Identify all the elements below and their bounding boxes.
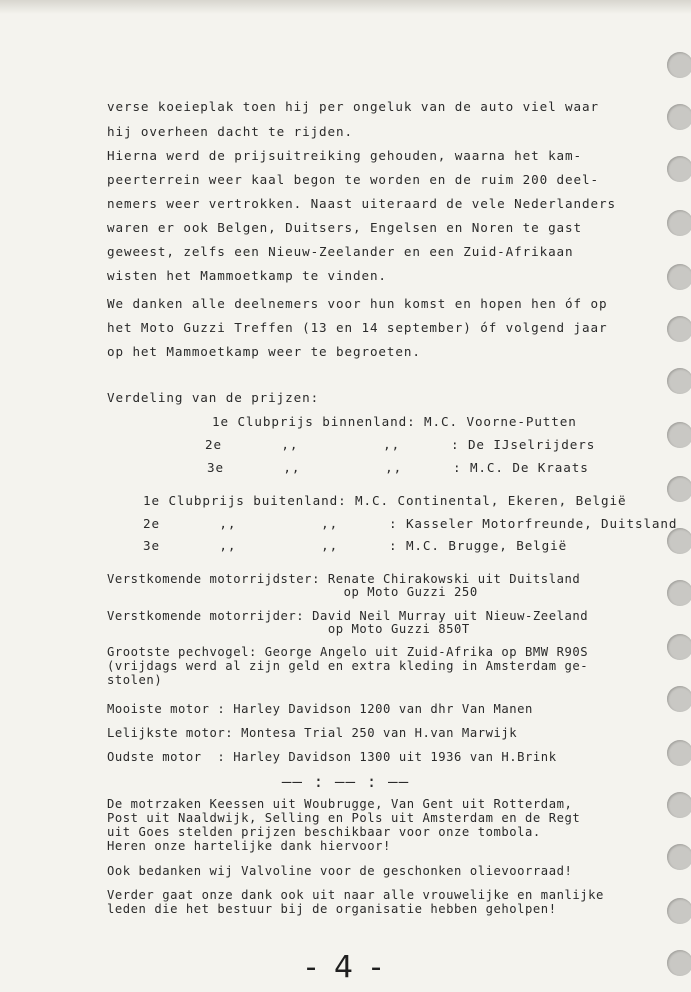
binder-hole [667,844,691,870]
page-number: - 4 - [305,950,386,985]
binder-hole [667,792,691,818]
award-line: Oudste motor : Harley Davidson 1300 uit 1936 van H.Brink [107,750,557,764]
award-line: stolen) [107,673,163,687]
text-line: waren er ook Belgen, Duitsers, Engelsen en Noren te gast [107,220,582,235]
text-line: nemers weer vertrokken. Naast uiteraard de vele Nederlanders [107,196,616,211]
prize-row: 1e Clubprijs buitenland: M.C. Continental, Ekeren, België [143,493,627,508]
prize-row: 1e Clubprijs binnenland: M.C. Voorne-Putten [212,414,577,429]
binder-hole [667,740,691,766]
binder-hole [667,686,691,712]
closing-line: uit Goes stelden prijzen beschikbaar voor onze tombola. [107,825,541,839]
prize-row: 3e ,, ,, : M.C. De Kraats [207,460,589,475]
award-line: Lelijkste motor: Montesa Trial 250 van H.van Marwijk [107,726,518,740]
award-line: op Moto Guzzi 850T [107,622,470,636]
text-line: wisten het Mammoetkamp te vinden. [107,268,387,283]
award-line: Grootste pechvogel: George Angelo uit Zuid-Afrika op BMW R90S [107,645,589,659]
text-line: peerterrein weer kaal begon te worden en de ruim 200 deel- [107,172,599,187]
prizes-heading: Verdeling van de prijzen: [107,390,320,405]
text-line: Hierna werd de prijsuitreiking gehouden, waarna het kam- [107,148,582,163]
section-separator: —— : —— : —— [281,772,410,791]
text-line: geweest, zelfs een Nieuw-Zeelander en een Zuid-Afrikaan [107,244,574,259]
binder-hole [667,368,691,394]
closing-line: Verder gaat onze dank ook uit naar alle vrouwelijke en manlijke [107,888,604,902]
text-line: hij overheen dacht te rijden. [107,124,353,139]
binder-hole [667,104,691,130]
binder-hole [667,634,691,660]
binder-hole [667,316,691,342]
award-line: Verstkomende motorrijdster: Renate Chirakowski uit Duitsland [107,572,581,586]
closing-line: Ook bedanken wij Valvoline voor de geschonken olievoorraad! [107,864,573,878]
award-line: Verstkomende motorrijder: David Neil Murray uit Nieuw-Zeeland [107,609,589,623]
binder-hole [667,52,691,78]
binder-hole [667,156,691,182]
binder-hole [667,422,691,448]
closing-line: Post uit Naaldwijk, Selling en Pols uit Amsterdam en de Regt [107,811,581,825]
text-line: het Moto Guzzi Treffen (13 en 14 september) óf volgend jaar [107,320,608,335]
closing-line: Heren onze hartelijke dank hiervoor! [107,839,391,853]
binder-hole [667,264,691,290]
award-line: Mooiste motor : Harley Davidson 1200 van dhr Van Manen [107,702,533,716]
prize-row: 2e ,, ,, : Kasseler Motorfreunde, Duitsland [143,516,678,531]
binder-hole [667,580,691,606]
prize-row: 3e ,, ,, : M.C. Brugge, België [143,538,568,553]
binder-hole [667,210,691,236]
award-line: op Moto Guzzi 250 [107,585,478,599]
text-line: op het Mammoetkamp weer te begroeten. [107,344,421,359]
text-line: We danken alle deelnemers voor hun komst en hopen hen óf op [107,296,608,311]
page-top-edge [0,0,691,14]
closing-line: De motrzaken Keessen uit Woubrugge, Van Gent uit Rotterdam, [107,797,573,811]
text-line: verse koeieplak toen hij per ongeluk van de auto viel waar [107,99,599,114]
award-line: (vrijdags werd al zijn geld en extra kleding in Amsterdam ge- [107,659,589,673]
prize-row: 2e ,, ,, : De IJselrijders [205,437,596,452]
binder-hole [667,476,691,502]
closing-line: leden die het bestuur bij de organisatie hebben geholpen! [107,902,557,916]
binder-hole [667,898,691,924]
